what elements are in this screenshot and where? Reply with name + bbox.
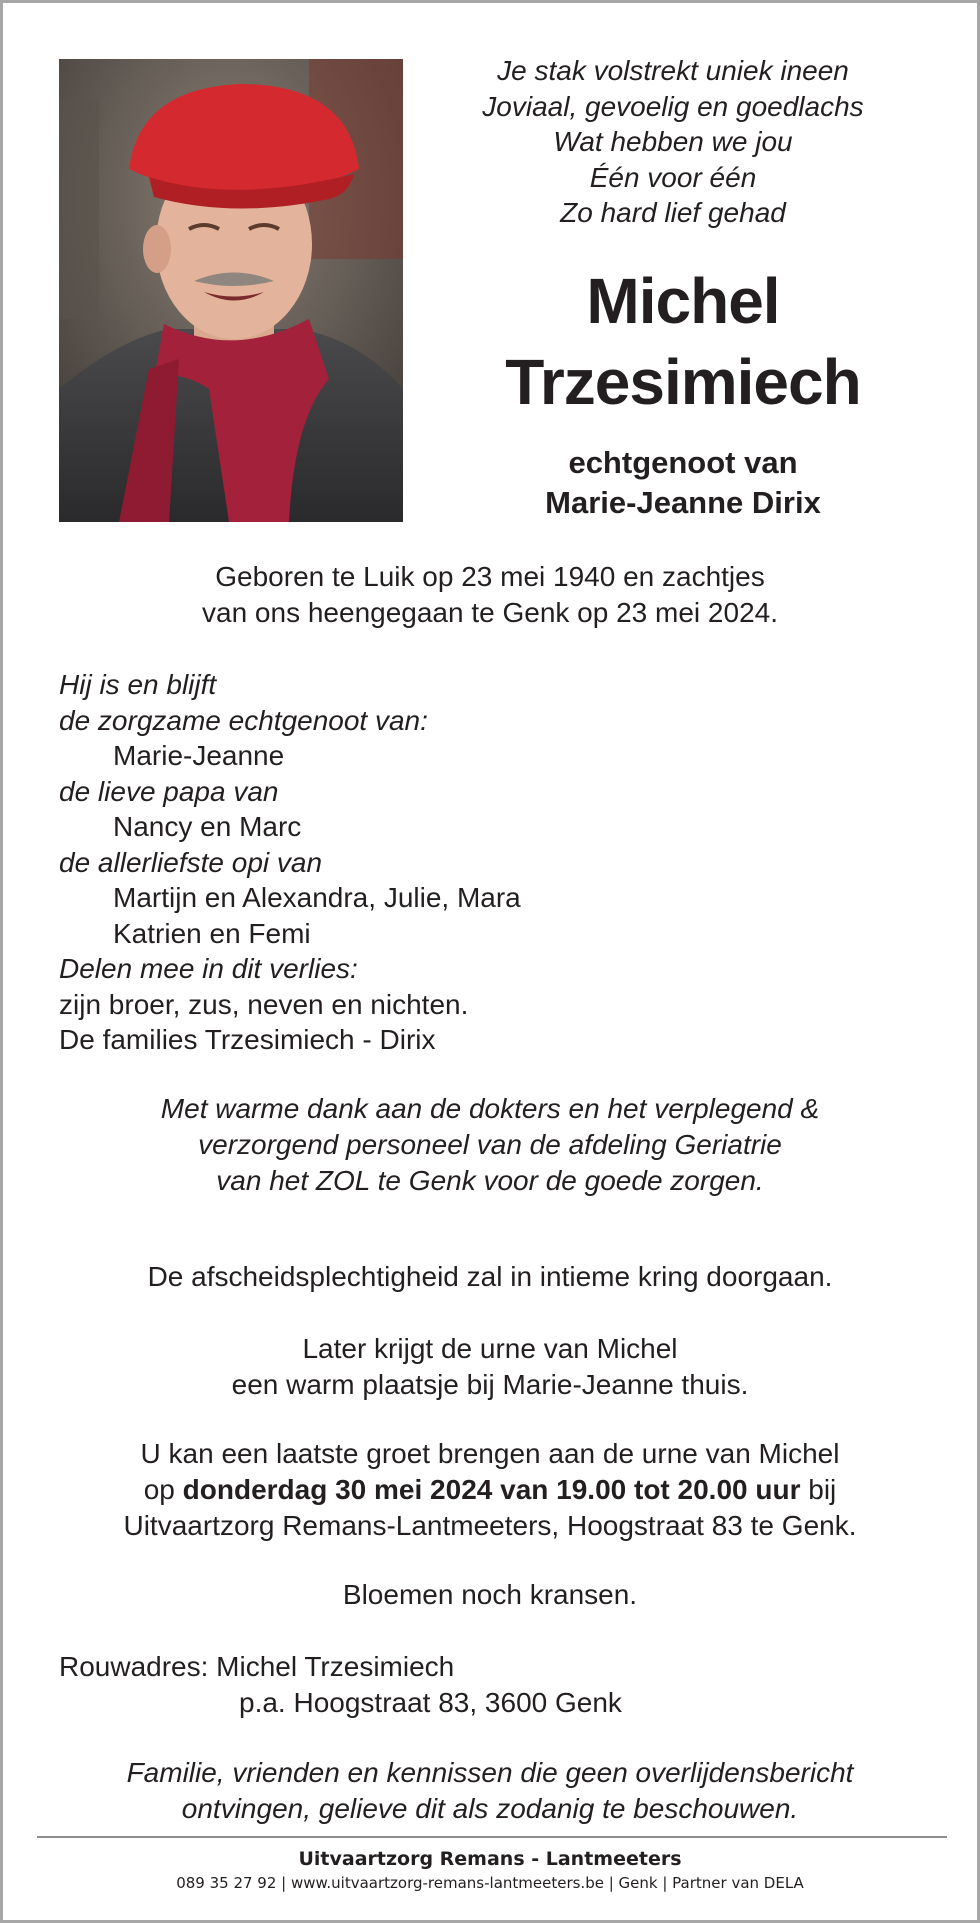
spouse-relation: echtgenoot van [568,445,798,480]
death-line: van ons heengegaan te Genk op 23 mei 2024. [202,597,778,628]
portrait-photo [59,59,403,522]
flowers-note [3,1577,977,1613]
birth-death-info [3,559,977,631]
spouse-info [423,443,943,523]
visit-datetime-line [3,1472,977,1508]
poem-line: Joviaal, gevoelig en goedlachs [482,90,864,122]
thanks-line: verzorgend personeel van de afdeling Geriatrie [198,1129,782,1160]
funeral-home-contact: 089 35 27 92 | www.uitvaartzorg-remans-lantmeeters.be | Genk | Partner van DELA [176,1874,804,1892]
thanks-line: Met warme dank aan de dokters en het verplegend & [160,1093,820,1124]
deceased-name [423,261,943,423]
footer-divider [37,1836,947,1838]
family-list [59,667,919,1058]
flowers-line: Bloemen noch kransen. [342,1579,638,1610]
visit-datetime: donderdag 30 mei 2024 van 19.00 tot 20.00 uur [182,1474,801,1505]
grandchildren-names: Martijn en Alexandra, Julie, Mara [113,882,521,913]
urn-line: een warm plaatsje bij Marie-Jeanne thuis. [231,1369,749,1400]
poem-line: Één voor één [589,161,757,193]
memorial-poem [423,53,923,231]
visit-line: U kan een laatste groet brengen aan de urne van Michel [140,1438,840,1469]
ceremony-note [3,1259,977,1295]
visit-location: Uitvaartzorg Remans-Lantmeeters, Hoogstraat 83 te Genk. [123,1510,857,1541]
poem-line: Wat hebben we jou [553,126,793,157]
family-intro: Hij is en blijft [59,669,217,700]
visit-suffix: bij [800,1474,837,1505]
thanks-message [3,1091,977,1199]
last-name: Trzesimiech [505,346,861,418]
urn-line: Later krijgt de urne van Michel [302,1333,678,1364]
visit-prefix: op [143,1474,183,1505]
children-label: de lieve papa van [59,775,279,807]
spouse-name: Marie-Jeanne Dirix [545,485,821,520]
grandchildren-label: de allerliefste opi van [59,846,323,878]
spouse-label: de zorgzame echtgenoot van: [59,704,428,736]
thanks-line: van het ZOL te Genk voor de goede zorgen. [216,1165,764,1196]
spouse-first-name: Marie-Jeanne [113,740,285,771]
portrait-illustration [59,59,403,522]
notice-line: Familie, vrienden en kennissen die geen overlijdensbericht [126,1757,854,1788]
grandchildren-names: Katrien en Femi [113,917,311,949]
families: De families Trzesimiech - Dirix [59,1024,436,1055]
ceremony-line: De afscheidsplechtigheid zal in intieme kring doorgaan. [147,1261,833,1292]
first-name: Michel [586,265,780,337]
children-names: Nancy en Marc [113,811,302,842]
notice-line: ontvingen, gelieve dit als zodanig te beschouwen. [181,1793,799,1824]
birth-line: Geboren te Luik op 23 mei 1940 en zachtjes [215,561,765,592]
address-line: p.a. Hoogstraat 83, 3600 Genk [239,1687,622,1718]
funeral-home-name: Uitvaartzorg Remans - Lantmeeters [298,1848,682,1870]
relatives: zijn broer, zus, neven en nichten. [59,988,469,1020]
poem-line: Zo hard lief gehad [560,197,786,228]
notice [3,1755,977,1827]
visitation-info [3,1436,977,1544]
mourning-address [59,1649,919,1721]
address-line: Rouwadres: Michel Trzesimiech [59,1651,455,1682]
poem-line: Je stak volstrekt uniek ineen [497,55,849,86]
share-label: Delen mee in dit verlies: [59,953,358,984]
urn-note [3,1331,977,1403]
